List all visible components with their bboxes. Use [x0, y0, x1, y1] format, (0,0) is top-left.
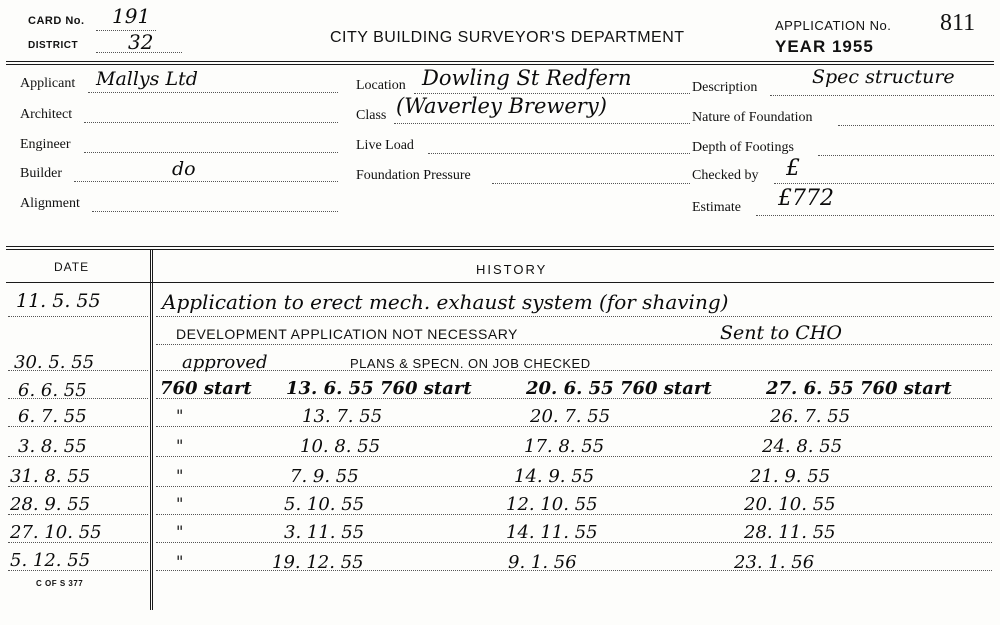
row-date: 31. 8. 55	[10, 466, 91, 487]
year-label: YEAR 1955	[775, 37, 874, 56]
row-date: 11. 5. 55	[16, 290, 101, 312]
row-date: 30. 5. 55	[14, 352, 95, 373]
builder-line	[74, 181, 338, 182]
architect-label: Architect	[20, 107, 73, 122]
date-header: DATE	[54, 260, 90, 274]
row-date: 27. 10. 55	[10, 522, 102, 543]
row-history: 760 start	[160, 378, 252, 399]
row-date: 28. 9. 55	[10, 494, 91, 515]
estimate-line	[756, 215, 994, 216]
row-cell: 27. 6. 55 760 start	[766, 378, 952, 399]
location-label: Location	[356, 78, 406, 93]
development-stamp: DEVELOPMENT APPLICATION NOT NECESSARY	[176, 326, 518, 342]
description-label: Description	[692, 80, 758, 95]
header-row-rule	[6, 282, 994, 283]
description-line	[770, 95, 994, 96]
row-cell: 9. 1. 56	[508, 552, 577, 573]
depth-of-footings-line	[818, 155, 994, 156]
row-cell: 14. 9. 55	[514, 466, 595, 487]
row-cell: 20. 7. 55	[530, 406, 611, 427]
alignment-line	[92, 211, 338, 212]
row-cell: 24. 8. 55	[762, 436, 843, 457]
row-cell: 20. 10. 55	[744, 494, 836, 515]
district-value: 32	[128, 30, 154, 54]
header-rule-bottom	[6, 64, 994, 65]
row-history: "	[176, 466, 184, 485]
card-no-value: 191	[112, 4, 151, 28]
table-rule-top	[6, 246, 994, 247]
live-load-label: Live Load	[356, 138, 414, 153]
applicant-value: Mallys Ltd	[96, 68, 198, 90]
builder-value: do	[172, 158, 196, 180]
card-no-label: CARD No.	[28, 15, 85, 27]
applicant-line	[88, 92, 338, 93]
district-label: DISTRICT	[28, 40, 79, 51]
class-line	[394, 123, 690, 124]
date-column-divider-2	[152, 250, 153, 610]
description-value: Spec structure	[812, 66, 955, 88]
row-history: "	[176, 436, 184, 455]
class-value: (Waverley Brewery)	[396, 94, 607, 118]
header-rule-top	[6, 61, 994, 62]
row-cell: 7. 9. 55	[290, 466, 359, 487]
applicant-label: Applicant	[20, 76, 76, 91]
row-history: "	[176, 522, 184, 541]
row-cell: 12. 10. 55	[506, 494, 598, 515]
row-cell: 14. 11. 55	[506, 522, 598, 543]
row-cell: 19. 12. 55	[272, 552, 364, 573]
application-value: 811	[940, 10, 976, 36]
row-date: 6. 7. 55	[18, 406, 87, 427]
checked-by-label: Checked by	[692, 168, 759, 183]
engineer-label: Engineer	[20, 137, 71, 152]
row-date: 6. 6. 55	[18, 380, 87, 401]
estimate-label: Estimate	[692, 200, 741, 215]
class-label: Class	[356, 108, 387, 123]
row-line	[8, 316, 148, 317]
row-note: Sent to CHO	[720, 322, 842, 344]
row-date: 5. 12. 55	[10, 550, 91, 571]
row-cell: 26. 7. 55	[770, 406, 851, 427]
nature-of-foundation-label: Nature of Foundation	[692, 110, 813, 125]
row-cell: 13. 7. 55	[302, 406, 383, 427]
depth-of-footings-label: Depth of Footings	[692, 140, 794, 155]
row-history: "	[176, 494, 184, 513]
row-line	[156, 316, 992, 317]
checked-stamp: PLANS & SPECN. ON JOB CHECKED	[350, 356, 591, 371]
row-cell: 17. 8. 55	[524, 436, 605, 457]
date-column-divider	[150, 250, 151, 610]
builder-label: Builder	[20, 166, 62, 181]
row-cell: 13. 6. 55 760 start	[286, 378, 472, 399]
row-date: 3. 8. 55	[18, 436, 87, 457]
engineer-line	[84, 152, 338, 153]
row-cell: 21. 9. 55	[750, 466, 831, 487]
row-cell: 3. 11. 55	[284, 522, 365, 543]
table-rule-second	[6, 249, 994, 250]
row-history: "	[176, 552, 184, 571]
district-line	[96, 52, 182, 53]
row-cell: 5. 10. 55	[284, 494, 365, 515]
foundation-pressure-line	[492, 183, 690, 184]
row-cell: 23. 1. 56	[734, 552, 815, 573]
row-cell: 20. 6. 55 760 start	[526, 378, 712, 399]
row-history: "	[176, 406, 184, 425]
row-cell: 10. 8. 55	[300, 436, 381, 457]
form-code: C OF S 377	[36, 579, 84, 588]
application-label: APPLICATION No.	[775, 18, 892, 33]
row-line	[156, 344, 992, 345]
estimate-value: £772	[778, 186, 834, 211]
department-title: CITY BUILDING SURVEYOR'S DEPARTMENT	[330, 29, 685, 46]
checked-by-line	[774, 183, 994, 184]
row-history: Application to erect mech. exhaust system (for shaving)	[162, 290, 729, 314]
alignment-label: Alignment	[20, 196, 80, 211]
row-cell: 28. 11. 55	[744, 522, 836, 543]
location-value: Dowling St Redfern	[422, 66, 632, 90]
foundation-pressure-label: Foundation Pressure	[356, 168, 471, 183]
history-header: HISTORY	[476, 262, 548, 277]
nature-of-foundation-line	[838, 125, 994, 126]
live-load-line	[428, 153, 690, 154]
architect-line	[84, 122, 338, 123]
checked-by-value: £	[786, 156, 800, 181]
row-history: approved	[182, 352, 268, 373]
